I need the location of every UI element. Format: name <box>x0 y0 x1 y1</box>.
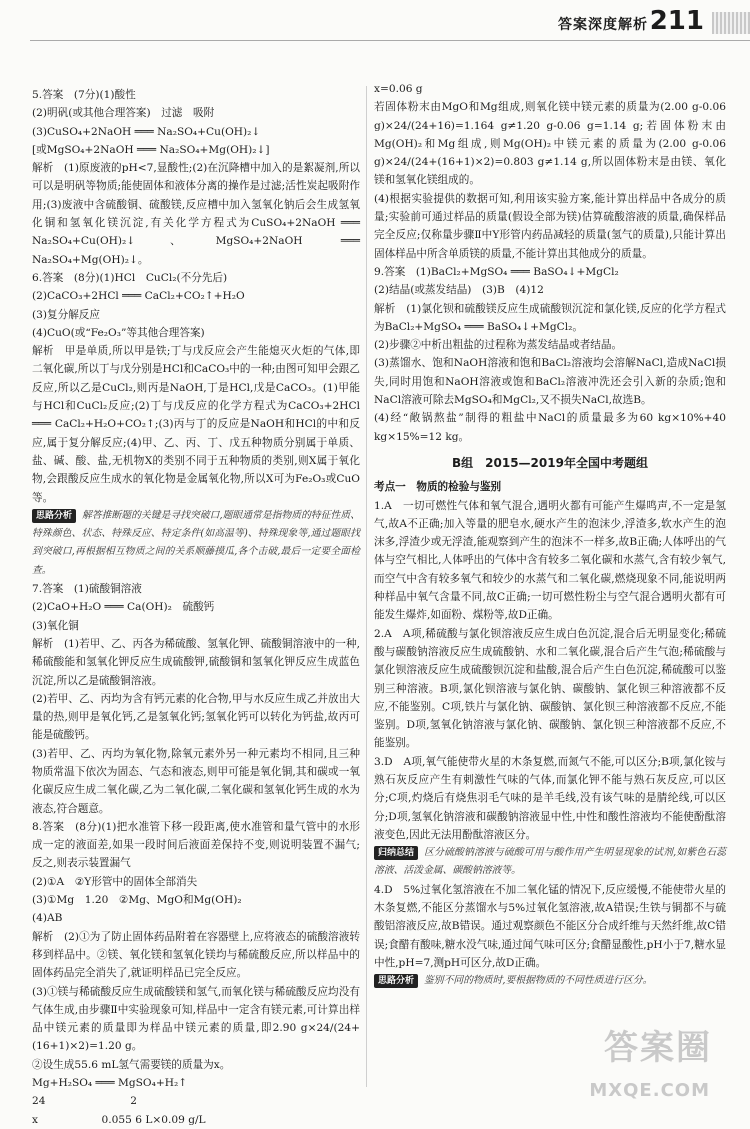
answer-paragraph <box>32 928 360 983</box>
paragraph-text: (3)CuSO₄+2NaOH ═══ Na₂SO₄+Cu(OH)₂↓ <box>32 125 261 138</box>
paragraph-text: (3)复分解反应 <box>32 308 100 321</box>
paragraph-text: (3)氧化铜 <box>32 619 79 632</box>
paragraph-text: B组 2015—2019年全国中考题组 <box>452 455 648 470</box>
answer-paragraph <box>374 80 726 98</box>
answer-paragraph <box>374 625 726 753</box>
answer-paragraph <box>32 598 360 616</box>
answer-paragraph <box>32 690 360 745</box>
paragraph-text: 7.答案 (1)硫酸铜溶液 <box>32 583 142 596</box>
paragraph-text: [或MgSO₄+2NaOH ═══ Na₂SO₄+Mg(OH)₂↓] <box>32 143 270 156</box>
header-title: 答案深度解析 <box>558 17 648 33</box>
paragraph-text: 3.D A项,氧气能使带火星的木条复燃,而氮气不能,可以区分;B项,氯化铵与熟石灰反应产生有刺激性气味的气体,而氯化钾不能与熟石灰反应,可以区分;C项,灼烧后有烧焦羽毛气味的是羊毛线,没有该气味的是腈纶线,可以区分;D项,氢氧化钠溶液和碳酸钠溶液显中性,中性和酸性溶液均不能使酚酞溶液变色,因此无法用酚酞溶液区分。 <box>374 755 726 841</box>
answer-paragraph <box>32 1074 360 1092</box>
watermark-logo: 答案圈 <box>604 1028 712 1068</box>
answer-paragraph <box>32 104 360 122</box>
answer-paragraph <box>32 1056 360 1074</box>
answer-paragraph <box>374 409 730 446</box>
answer-paragraph <box>32 635 360 690</box>
analysis-note <box>32 507 360 580</box>
paragraph-text: 4.D 5%过氧化氢溶液在不加二氧化锰的情况下,反应缓慢,不能使带火星的木条复燃,不能区分蒸馏水与5%过氧化氢溶液,故A错误;生铁与铜都不与硫酸铝溶液反应,故B错误。通过观察颜色不能区分合成纤维与天然纤维,故C错误;食醋有酸味,糖水没气味,通过闻气味可区分;食醋显酸性,pH小于7,糖水显中性,pH=7,测pH可区分,故D正确。 <box>374 883 726 969</box>
paragraph-text: (2)结晶(或蒸发结晶) (3)B (4)12 <box>374 284 544 297</box>
paragraph-text: (2)CaO+H₂O ═══ Ca(OH)₂ 硫酸钙 <box>32 601 215 614</box>
paragraph-text: (3)①Mg 1.20 ②Mg、MgO和Mg(OH)₂ <box>32 894 242 907</box>
paragraph-text: (2)步骤②中析出粗盐的过程称为蒸发结晶或者结晶。 <box>374 339 623 352</box>
paragraph-text: 8.答案 (8分)(1)把水准管下移一段距离,使水准管和量气管中的水形成一定的液面差,如果一段时间后液面差保持不变,则说明装置不漏气;反之,则表示装置漏气 <box>32 820 360 870</box>
paragraph-text: (2)CaCO₃+2HCl ═══ CaCl₂+CO₂↑+H₂O <box>32 290 245 303</box>
answer-paragraph <box>32 745 360 818</box>
paragraph-text: (4)根据实验提供的数据可知,利用该实验方案,能计算出样品中各成分的质量;实验前可通过样品的质量(假设全部为镁)估算硫酸溶液的质量,确保样品完全反应;仅称量步骤Ⅱ中Y形管内药品减轻的质量(氢气的质量),只能计算出固体样品中所含单质镁的质量,不能计算出其他成分的质量。 <box>374 192 726 260</box>
paragraph-text: ②设生成55.6 mL氢气需要镁的质量为x。 <box>32 1058 231 1071</box>
answer-paragraph <box>32 818 360 873</box>
answer-paragraph <box>374 281 726 299</box>
answer-paragraph <box>32 983 360 1056</box>
answer-paragraph <box>374 497 726 625</box>
paragraph-text: (3)蒸馏水、饱和NaOH溶液和饱和BaCl₂溶液均会溶解NaCl,造成NaCl损失,同时用饱和NaOH溶液或饱和BaCl₂溶液冲洗还会引入新的杂质;饱和NaCl溶液可除去MgSO₄和MgCl₂,又不损失NaCl,故选B。 <box>374 357 726 407</box>
column-divider <box>366 86 367 1087</box>
paragraph-text: (4)AB <box>32 912 63 925</box>
note-badge: 思路分析 <box>374 974 418 988</box>
answer-paragraph <box>32 86 360 104</box>
paragraph-text: 解析 甲是单质,所以甲是铁;丁与戊反应会产生能熄灭火炬的气体,即二氧化碳,所以丁与戊分别是HCl和CaCO₃中的一种;由图可知甲会跟乙反应,所以乙是CuCl₂,则丙是NaOH,丁是HCl,戊是CaCO₃。(1)甲能与HCl和CuCl₂反应;(2)丁与戊反应的化学方程式为CaCO₃+2HCl ═══ CaCl₂+H₂O+CO₂↑;(3)丙与丁的反应是NaOH和HCl的中和反应,属于复分解反应;(4)甲、乙、丙、丁、戊五种物质分别属于单质、盐、碱、酸、盐,无机物X的类别不同于五种物质的类别,则X属于氧化物,会跟酸反应生成水的氧化物是金属氧化物,所以X可为Fe₂O₃或CuO等。 <box>32 345 364 504</box>
left-column <box>32 86 364 1129</box>
answer-paragraph <box>32 617 360 635</box>
paragraph-text: (2)若甲、乙、丙均为含有钙元素的化合物,甲与水反应生成乙并放出大量的热,则甲是氧化钙,乙是氢氧化钙;氢氧化钙可以转化为钙盐,故丙可能是硫酸钙。 <box>32 692 360 742</box>
analysis-note <box>374 844 726 881</box>
answer-paragraph <box>374 354 726 409</box>
paragraph-text: (4)CuO(或“Fe₂O₃”等其他合理答案) <box>32 326 205 339</box>
watermark-url: MXQE.COM <box>589 1080 710 1101</box>
answer-paragraph <box>32 141 360 159</box>
section-heading <box>374 454 726 472</box>
paragraph-text: x 0.055 6 L×0.09 g/L <box>32 1113 206 1126</box>
paragraph-text: 若固体粉末由MgO和Mg组成,则氧化镁中镁元素的质量为(2.00 g-0.06 g)×24/(24+16)=1.164 g≠1.20 g-0.06 g=1.14 g;若固体粉末由Mg(OH)₂和Mg组成,则Mg(OH)₂中镁元素的质量为(2.00 g-0.06 g)×24/(24+(16+1)×2)=0.803 g≠1.14 g,所以固体粉末是由镁、氧化镁和氢氧化镁组成的。 <box>374 101 730 187</box>
answer-paragraph <box>32 1111 360 1129</box>
page-number: 211 <box>649 6 704 36</box>
answer-paragraph <box>374 190 726 263</box>
paragraph-text: (3)若甲、乙、丙均为氧化物,除氧元素外另一种元素均不相同,且三种物质常温下依次为固态、气态和液态,则甲可能是氧化铜,其和碳或一氧化碳反应生成二氧化碳,乙为二氧化碳,二氧化碳和氢氧化钙生成的水为液态,符合题意。 <box>32 747 360 815</box>
answer-paragraph <box>32 287 360 305</box>
answer-paragraph <box>374 98 730 189</box>
answer-paragraph <box>374 263 726 281</box>
answer-paragraph <box>32 269 360 287</box>
answer-paragraph <box>32 123 360 141</box>
answer-paragraph <box>374 881 726 972</box>
header-rule <box>30 40 750 41</box>
answer-paragraph <box>374 300 726 337</box>
answer-paragraph <box>32 306 360 324</box>
paragraph-text: 24 2 <box>32 1095 137 1108</box>
answer-paragraph <box>32 909 360 927</box>
watermark <box>589 1028 732 1109</box>
answer-paragraph <box>374 336 726 354</box>
paragraph-text: 解析 (1)氯化钡和硫酸镁反应生成硫酸钡沉淀和氯化镁,反应的化学方程式为BaCl₂+MgSO₄ ═══ BaSO₄↓+MgCl₂。 <box>374 302 726 333</box>
answer-paragraph <box>32 580 360 598</box>
paragraph-text: x=0.06 g <box>374 83 423 95</box>
answer-paragraph <box>32 159 364 269</box>
answer-paragraph <box>374 753 726 844</box>
page-header <box>0 0 750 44</box>
paragraph-text: 9.答案 (1)BaCl₂+MgSO₄ ═══ BaSO₄↓+MgCl₂ <box>374 265 619 278</box>
header-decor-bar <box>712 12 750 34</box>
paragraph-text: 鉴别不同的物质时,要根据物质的不同性质进行区分。 <box>424 975 653 987</box>
note-badge: 思路分析 <box>32 509 76 523</box>
paragraph-text: 2.A A项,稀硫酸与氯化钡溶液反应生成白色沉淀,混合后无明显变化;稀硫酸与碳酸钠溶液反应生成硫酸钠、水和二氧化碳,混合后产生气泡;稀硫酸与氯化钡溶液反应生成硫酸钡沉淀和盐酸,混合后产生白色沉淀,稀硫酸可以鉴别三种溶液。B项,氯化钡溶液与氯化钠、碳酸钠、氯化钡三种溶液都不反应,不能鉴别。C项,铁片与氯化钠、碳酸钠、氯化钡三种溶液都不反应,不能鉴别。D项,氢氧化钠溶液与氯化钠、碳酸钠、氯化钡三种溶液都不反应,不能鉴别。 <box>374 627 726 750</box>
answer-paragraph <box>32 342 364 507</box>
answer-paragraph <box>32 873 360 891</box>
right-column <box>374 80 730 991</box>
paragraph-text: 解答推断题的关键是寻找突破口,题眼通常是指物质的特征性质、特殊颜色、状态、特殊反应、特定条件(如高温等)、特殊现象等,通过题眼找到突破口,再根据相互物质之间的关系顺藤摸瓜,各个击破,最后一定要全面检查。 <box>32 509 360 576</box>
paragraph-text: (3)①镁与稀硫酸反应生成硫酸镁和氢气,而氧化镁与稀硫酸反应均没有气体生成,由步骤Ⅱ中实验现象可知,样品中一定含有镁元素,可计算出样品中镁元素的质量即为样品中镁元素的质量,即2.90 g×24/(24+(16+1)×2)=1.20 g。 <box>32 985 360 1053</box>
paragraph-text: 5.答案 (7分)(1)酸性 <box>32 89 136 101</box>
paragraph-text: Mg+H₂SO₄ ═══ MgSO₄+H₂↑ <box>32 1077 188 1090</box>
paragraph-text: 6.答案 (8分)(1)HCl CuCl₂(不分先后) <box>32 271 228 284</box>
answer-paragraph <box>32 891 360 909</box>
topic-heading <box>374 478 726 496</box>
paragraph-text: (2)①A ②Y形管中的固体全部消失 <box>32 875 198 888</box>
paragraph-text: (4)经“敞锅熬盐”制得的粗盐中NaCl的质量最多为60 kg×10%+40 kg×15%=12 kg。 <box>374 412 730 443</box>
answer-paragraph <box>32 1092 360 1110</box>
note-badge: 归纳总结 <box>374 846 418 860</box>
paragraph-text: 解析 (1)原废液的pH<7,显酸性;(2)在沉降槽中加入的是絮凝剂,所以可以是明矾等物质;能使固体和液体分离的操作是过滤;活性炭起吸附作用;(3)废液中含硫酸铜、硫酸镁,反应槽中加入氢氧化钠后会生成氢氧化铜和氢氧化镁沉淀,有关化学方程式为CuSO₄+2NaOH ═══ Na₂SO₄+Cu(OH)₂↓、MgSO₄+2NaOH ═══ Na₂SO₄+Mg(OH)₂↓。 <box>32 162 364 266</box>
paragraph-text: 考点一 物质的检验与鉴别 <box>374 481 502 494</box>
paragraph-text: 区分硫酸钠溶液与硫酸可用与酸作用产生明显现象的试剂,如紫色石蕊溶液、活泼金属、碳酸钠溶液等。 <box>374 847 726 877</box>
paragraph-text: 1.A 一切可燃性气体和氧气混合,遇明火都有可能产生爆鸣声,不一定是氢气,故A不正确;加入等量的肥皂水,硬水产生的泡沫少,浮渣多,软水产生的泡沫多,浮渣少或无浮渣,能观察到产生的泡沫不一样多,故B正确;人体呼出的气体与空气相比,人体呼出的气体中含有较多二氧化碳和水蒸气,含有较少氧气,而空气中含有较多氧气和较少的水蒸气和二氧化碳,燃烧现象不同,能说明两种样品中氧气含量不同,故C正确;一切可燃性粉尘与空气混合遇明火都有可能发生爆炸,如面粉、煤粉等,故D正确。 <box>374 499 726 622</box>
paragraph-text: 解析 (1)若甲、乙、丙各为稀硫酸、氢氧化钾、硫酸铜溶液中的一种,稀硫酸能和氢氧化钾反应生成硫酸钾,硫酸铜和氢氧化钾反应生成蓝色沉淀,所以乙是硫酸铜溶液。 <box>32 637 360 687</box>
paragraph-text: (2)明矾(或其他合理答案) 过滤 吸附 <box>32 107 215 120</box>
answer-paragraph <box>32 324 360 342</box>
analysis-note <box>374 972 726 990</box>
paragraph-text: 解析 (2)①为了防止固体药品附着在容器壁上,应将液态的硫酸溶液转移到样品中。②镁、氧化镁和氢氧化镁均与稀硫酸反应,所以样品中的固体药品完全消失了,就证明样品已完全反应。 <box>32 930 360 980</box>
